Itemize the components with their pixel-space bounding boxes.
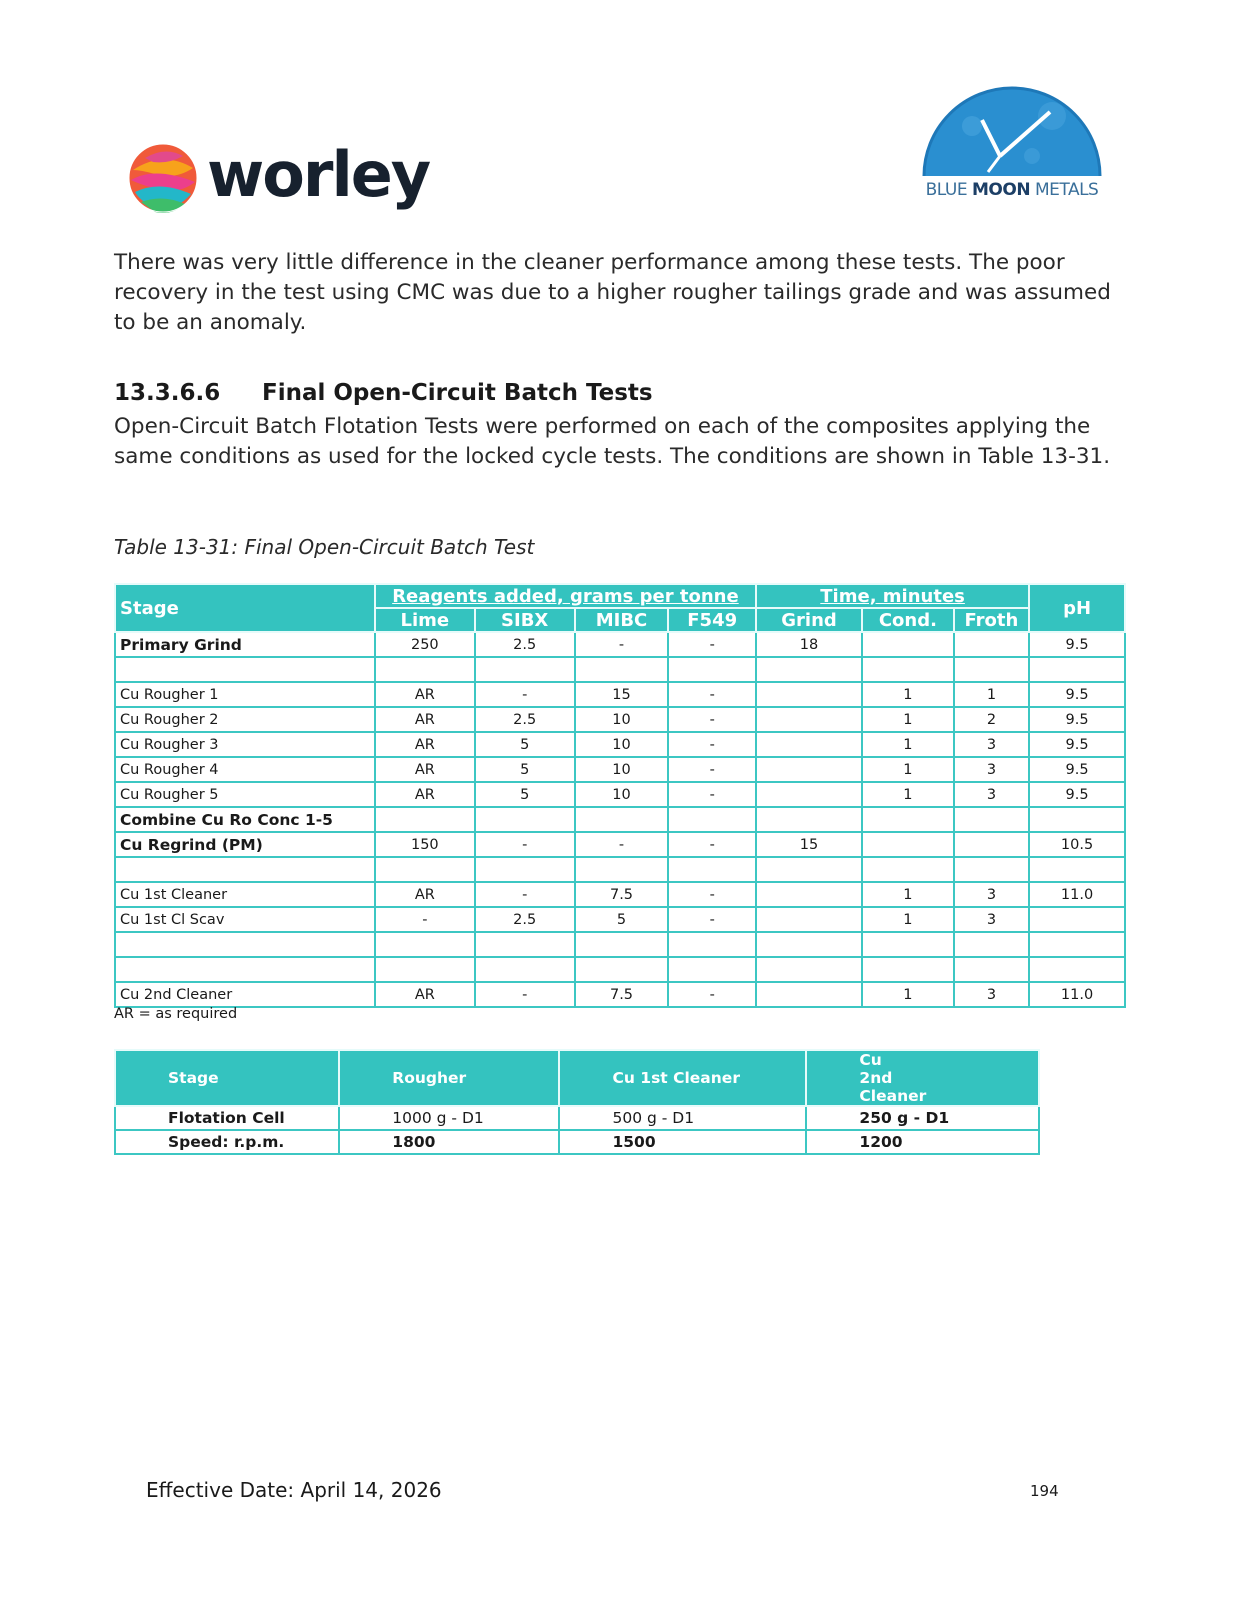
table-row xyxy=(115,907,1125,932)
table-row xyxy=(115,732,1125,757)
table-cell-stage: Primary Grind xyxy=(115,632,375,657)
table-cell-cond xyxy=(862,957,954,982)
bluemoon-word-blue: BLUE xyxy=(925,180,968,200)
table-cell-sibx: 5 xyxy=(475,732,575,757)
table-cell-f549: - xyxy=(668,632,756,657)
table-cell-grind xyxy=(756,732,862,757)
table-cell-f549 xyxy=(668,932,756,957)
table-cell-stage xyxy=(115,957,375,982)
table-row xyxy=(115,957,1125,982)
table-cell-grind: 15 xyxy=(756,832,862,857)
cell-header-rougher: Rougher xyxy=(339,1050,559,1106)
table-cell-froth: 3 xyxy=(954,882,1029,907)
table-cell-mibc xyxy=(575,932,669,957)
table-cell-lime: AR xyxy=(375,707,475,732)
bluemoon-word-moon: MOON xyxy=(972,180,1031,200)
worley-logo xyxy=(125,135,445,215)
table-cell-froth: 3 xyxy=(954,907,1029,932)
table-cell-lime xyxy=(375,657,475,682)
table-cell-froth: 3 xyxy=(954,757,1029,782)
section-heading xyxy=(114,380,653,406)
table-cell-lime: AR xyxy=(375,982,475,1007)
table-row xyxy=(115,882,1125,907)
table-cell-f549 xyxy=(668,657,756,682)
table-cell-cond: 1 xyxy=(862,782,954,807)
table-cell-ph xyxy=(1029,807,1125,832)
table-cell-stage: Cu Rougher 4 xyxy=(115,757,375,782)
table-cell-f549: - xyxy=(668,732,756,757)
table-cell-stage: Cu Rougher 3 xyxy=(115,732,375,757)
cell-header-cu-2nd-cleaner: Cu 2nd Cleaner xyxy=(806,1050,1039,1106)
table-cell-stage: Cu Rougher 2 xyxy=(115,707,375,732)
col-header-froth: Froth xyxy=(954,608,1029,632)
table-cell-stage: Cu Rougher 5 xyxy=(115,782,375,807)
table-cell-lime: AR xyxy=(375,732,475,757)
table-cell-stage xyxy=(115,857,375,882)
table-cell-grind xyxy=(756,807,862,832)
table-cell-mibc xyxy=(575,657,669,682)
table-cell-ph: 11.0 xyxy=(1029,882,1125,907)
table-cell-grind xyxy=(756,932,862,957)
table-cell-stage xyxy=(115,932,375,957)
table-cell-f549 xyxy=(668,957,756,982)
table-cell-sibx xyxy=(475,957,575,982)
table-row xyxy=(115,807,1125,832)
table-cell-mibc: 10 xyxy=(575,707,669,732)
col-header-f549: F549 xyxy=(668,608,756,632)
table-cell-lime: AR xyxy=(375,682,475,707)
table-cell-froth xyxy=(954,807,1029,832)
table-cell: 1200 xyxy=(806,1130,1039,1154)
table-cell-grind xyxy=(756,982,862,1007)
col-header-stage: Stage xyxy=(115,584,375,632)
table-cell-froth xyxy=(954,657,1029,682)
table-cell-cond: 1 xyxy=(862,732,954,757)
table-cell: Flotation Cell xyxy=(115,1106,339,1130)
paragraph-open-circuit: Open-Circuit Batch Flotation Tests were performed on each of the composites applying the same conditions as used for the locked cycle tests. The conditions are shown in Table 13-31. xyxy=(114,414,1111,469)
table-cell-sibx: 2.5 xyxy=(475,707,575,732)
table-cell-ph xyxy=(1029,957,1125,982)
table-cell-grind xyxy=(756,757,862,782)
table-cell-f549 xyxy=(668,857,756,882)
table-cell-sibx: 5 xyxy=(475,757,575,782)
table-cell-sibx xyxy=(475,807,575,832)
col-header-lime: Lime xyxy=(375,608,475,632)
table-cell-cond xyxy=(862,932,954,957)
table-row xyxy=(115,657,1125,682)
table-cell-mibc: 7.5 xyxy=(575,882,669,907)
table-row xyxy=(115,1106,1039,1130)
table-cell-mibc: 10 xyxy=(575,757,669,782)
worley-wordmark: worley xyxy=(207,138,430,211)
table-cell-f549: - xyxy=(668,707,756,732)
table-cell-ph: 9.5 xyxy=(1029,682,1125,707)
table-cell-ph: 10.5 xyxy=(1029,832,1125,857)
table-cell-mibc: 10 xyxy=(575,782,669,807)
table-cell: 250 g - D1 xyxy=(806,1106,1039,1130)
table-cell-ph: 9.5 xyxy=(1029,757,1125,782)
table-cell-froth: 3 xyxy=(954,982,1029,1007)
cell-header-stage: Stage xyxy=(115,1050,339,1106)
table-cell-sibx xyxy=(475,657,575,682)
table-row xyxy=(115,857,1125,882)
table-row xyxy=(115,632,1125,657)
table-cell-f549: - xyxy=(668,907,756,932)
worley-swirl-icon xyxy=(125,140,201,216)
section-number: 13.3.6.6 xyxy=(114,380,221,406)
table-cell: 1500 xyxy=(559,1130,806,1154)
table-cell-froth xyxy=(954,957,1029,982)
table-cell-sibx: 2.5 xyxy=(475,907,575,932)
cell-header-cu-1st-cleaner: Cu 1st Cleaner xyxy=(559,1050,806,1106)
col-header-ph: pH xyxy=(1029,584,1125,632)
table-cell-cond: 1 xyxy=(862,682,954,707)
flotation-cell-table xyxy=(114,1049,1040,1155)
table-cell-mibc: 10 xyxy=(575,732,669,757)
table-cell-f549: - xyxy=(668,982,756,1007)
table-cell: 1000 g - D1 xyxy=(339,1106,559,1130)
table-cell-froth xyxy=(954,932,1029,957)
table-cell-cond xyxy=(862,857,954,882)
table-cell-stage: Combine Cu Ro Conc 1-5 xyxy=(115,807,375,832)
table-cell-grind xyxy=(756,857,862,882)
table-cell-mibc: 5 xyxy=(575,907,669,932)
table-cell-sibx: 2.5 xyxy=(475,632,575,657)
table-cell-mibc: - xyxy=(575,632,669,657)
table-cell-froth: 1 xyxy=(954,682,1029,707)
col-header-cond: Cond. xyxy=(862,608,954,632)
table-cell-grind xyxy=(756,882,862,907)
table-cell-froth xyxy=(954,857,1029,882)
table-cell-froth: 3 xyxy=(954,732,1029,757)
bluemoon-logo xyxy=(912,76,1112,201)
table-cell: 500 g - D1 xyxy=(559,1106,806,1130)
table-cell-lime xyxy=(375,932,475,957)
table-cell-mibc: - xyxy=(575,832,669,857)
table-cell-stage: Cu Rougher 1 xyxy=(115,682,375,707)
table-cell-mibc: 15 xyxy=(575,682,669,707)
table-cell-sibx: 5 xyxy=(475,782,575,807)
table-cell-mibc xyxy=(575,807,669,832)
table-cell-mibc xyxy=(575,857,669,882)
table-cell-sibx xyxy=(475,932,575,957)
table-cell-mibc: 7.5 xyxy=(575,982,669,1007)
table-cell-grind xyxy=(756,907,862,932)
table-cell-cond xyxy=(862,807,954,832)
table-footnote: AR = as required xyxy=(114,1006,238,1022)
table-cell-sibx xyxy=(475,857,575,882)
table-cell: Speed: r.p.m. xyxy=(115,1130,339,1154)
table-cell-cond: 1 xyxy=(862,757,954,782)
bluemoon-wordmark xyxy=(912,180,1112,200)
table-row xyxy=(115,982,1125,1007)
table-row xyxy=(115,832,1125,857)
table-caption: Table 13-31: Final Open-Circuit Batch Test xyxy=(114,535,535,559)
table-cell-grind xyxy=(756,782,862,807)
table-cell-grind xyxy=(756,682,862,707)
table-cell-lime: - xyxy=(375,907,475,932)
table-cell-f549: - xyxy=(668,682,756,707)
table-cell-f549: - xyxy=(668,832,756,857)
col-header-sibx: SIBX xyxy=(475,608,575,632)
table-cell-lime: AR xyxy=(375,757,475,782)
table-row xyxy=(115,707,1125,732)
table-cell-stage: Cu 2nd Cleaner xyxy=(115,982,375,1007)
table-row xyxy=(115,932,1125,957)
table-cell-cond xyxy=(862,632,954,657)
table-cell-ph xyxy=(1029,657,1125,682)
table-cell-stage: Cu 1st Cl Scav xyxy=(115,907,375,932)
table-cell-sibx: - xyxy=(475,682,575,707)
table-cell-froth xyxy=(954,832,1029,857)
table-cell-stage: Cu Regrind (PM) xyxy=(115,832,375,857)
table-cell-sibx: - xyxy=(475,982,575,1007)
table-cell-ph: 11.0 xyxy=(1029,982,1125,1007)
table-cell-f549: - xyxy=(668,882,756,907)
table-cell-ph xyxy=(1029,907,1125,932)
table-cell: 1800 xyxy=(339,1130,559,1154)
table-cell-lime: 250 xyxy=(375,632,475,657)
table-cell-lime: 150 xyxy=(375,832,475,857)
table-cell-grind xyxy=(756,707,862,732)
table-cell-lime xyxy=(375,857,475,882)
footer-effective-date: Effective Date: April 14, 2026 xyxy=(146,1478,442,1502)
table-cell-lime: AR xyxy=(375,882,475,907)
table-cell-froth: 2 xyxy=(954,707,1029,732)
bluemoon-word-metals: METALS xyxy=(1034,180,1099,200)
table-cell-lime xyxy=(375,807,475,832)
table-cell-cond: 1 xyxy=(862,707,954,732)
table-cell-f549 xyxy=(668,807,756,832)
moon-clock-icon xyxy=(912,76,1112,180)
table-cell-mibc xyxy=(575,957,669,982)
table-row xyxy=(115,1130,1039,1154)
table-cell-ph xyxy=(1029,857,1125,882)
table-cell-ph xyxy=(1029,932,1125,957)
table-row xyxy=(115,757,1125,782)
batch-test-table xyxy=(114,583,1126,1008)
table-row xyxy=(115,782,1125,807)
table-cell-f549: - xyxy=(668,757,756,782)
table-cell-cond: 1 xyxy=(862,882,954,907)
table-cell-sibx: - xyxy=(475,882,575,907)
section-title: Final Open-Circuit Batch Tests xyxy=(262,380,653,406)
table-cell-ph: 9.5 xyxy=(1029,782,1125,807)
table-cell-cond xyxy=(862,832,954,857)
table-cell-lime: AR xyxy=(375,782,475,807)
table-cell-sibx: - xyxy=(475,832,575,857)
table-cell-ph: 9.5 xyxy=(1029,732,1125,757)
table-cell-ph: 9.5 xyxy=(1029,707,1125,732)
batch-test-table-body xyxy=(115,632,1125,1007)
paragraph-cleaner-performance: There was very little difference in the cleaner performance among these tests. The poor recovery in the test using CMC was due to a higher rougher tailings grade and was assumed to be an anomaly. xyxy=(114,250,1111,335)
table-row xyxy=(115,682,1125,707)
col-header-grind: Grind xyxy=(756,608,862,632)
page-number: 194 xyxy=(1030,1482,1059,1500)
table-cell-grind xyxy=(756,957,862,982)
table-cell-grind: 18 xyxy=(756,632,862,657)
table-cell-cond xyxy=(862,657,954,682)
col-header-time: Time, minutes xyxy=(756,584,1029,608)
col-header-reagents: Reagents added, grams per tonne xyxy=(375,584,756,608)
table-cell-cond: 1 xyxy=(862,907,954,932)
table-cell-froth: 3 xyxy=(954,782,1029,807)
table-cell-f549: - xyxy=(668,782,756,807)
table-cell-froth xyxy=(954,632,1029,657)
table-cell-lime xyxy=(375,957,475,982)
table-cell-grind xyxy=(756,657,862,682)
table-cell-stage: Cu 1st Cleaner xyxy=(115,882,375,907)
table-cell-stage xyxy=(115,657,375,682)
col-header-mibc: MIBC xyxy=(575,608,669,632)
table-cell-cond: 1 xyxy=(862,982,954,1007)
table-cell-ph: 9.5 xyxy=(1029,632,1125,657)
